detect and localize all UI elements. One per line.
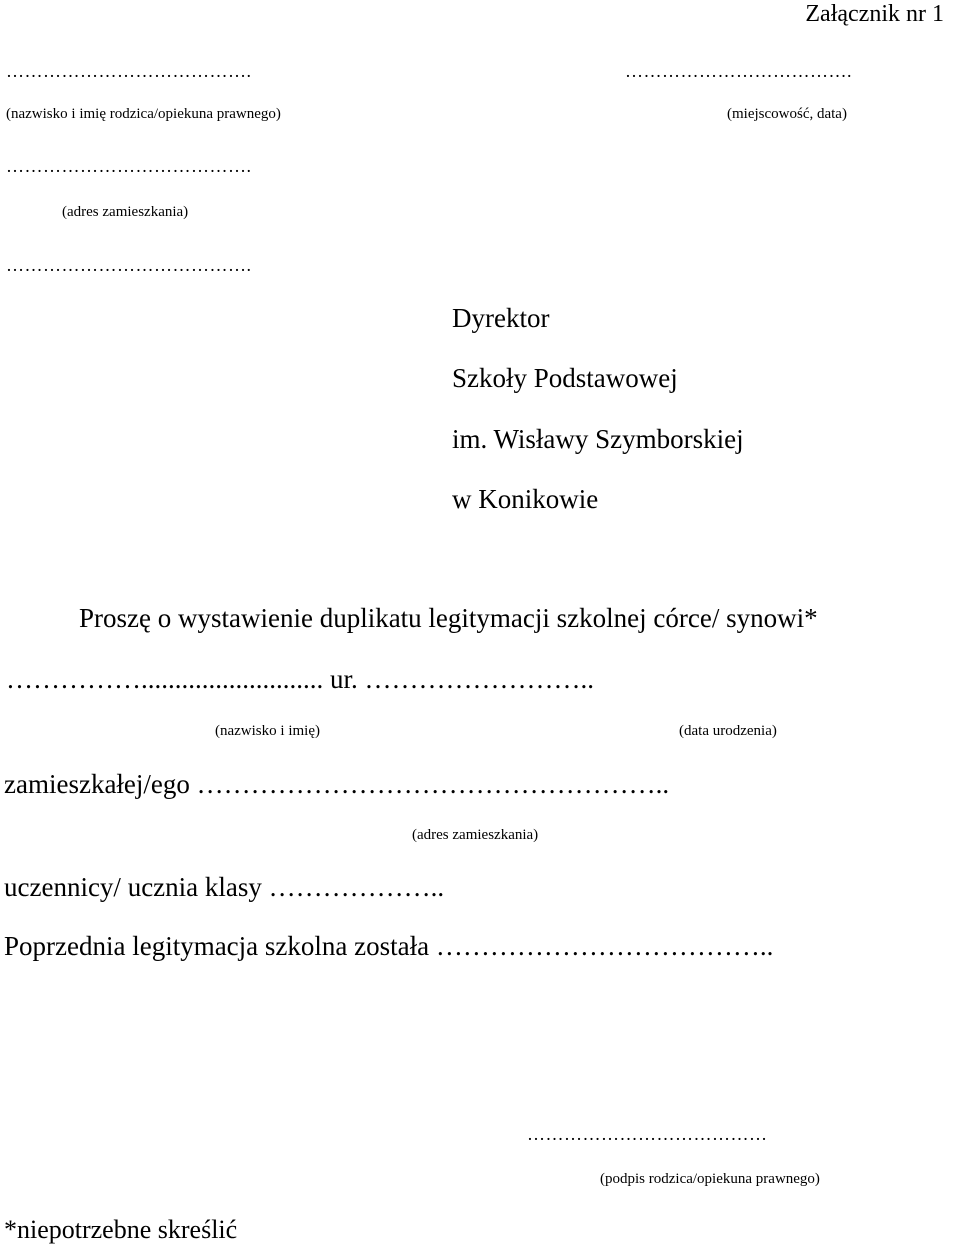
recipient-school: Szkoły Podstawowej xyxy=(452,363,678,393)
signature-dots: ………………………………… xyxy=(527,1124,768,1144)
birth-date-label: (data urodzenia) xyxy=(679,723,777,739)
class-line: uczennicy/ ucznia klasy ……………….. xyxy=(4,872,445,902)
residing-address-label: (adres zamieszkania) xyxy=(412,827,539,843)
recipient-title: Dyrektor xyxy=(452,303,550,333)
student-name-label: (nazwisko i imię) xyxy=(215,723,320,739)
parent-name-label: (nazwisko i imię rodzica/opiekuna prawnego) xyxy=(6,106,281,122)
parent-name-dots: …………………………………. xyxy=(6,61,252,81)
place-date-dots: ………………………………. xyxy=(625,61,852,81)
residing-line: zamieszkałej/ego …………………………………………….. xyxy=(4,769,670,799)
recipient-patron: im. Wisławy Szymborskiej xyxy=(452,424,744,454)
place-date-label: (miejscowość, data) xyxy=(727,106,847,122)
recipient-location: w Konikowie xyxy=(452,484,599,514)
previous-card-line: Poprzednia legitymacja szkolna została ……………………………….. xyxy=(4,931,774,961)
student-name-line: ……………........................... ur. …………………….. xyxy=(6,664,595,694)
address-label: (adres zamieszkania) xyxy=(62,204,189,220)
address-dots-second: …………………………………. xyxy=(6,255,252,275)
address-dots: …………………………………. xyxy=(6,156,252,176)
attachment-number: Załącznik nr 1 xyxy=(805,1,944,27)
signature-label: (podpis rodzica/opiekuna prawnego) xyxy=(600,1171,820,1187)
request-text: Proszę o wystawienie duplikatu legitymacji szkolnej córce/ synowi* xyxy=(79,603,818,633)
footnote-text: *niepotrzebne skreślić xyxy=(4,1215,238,1244)
